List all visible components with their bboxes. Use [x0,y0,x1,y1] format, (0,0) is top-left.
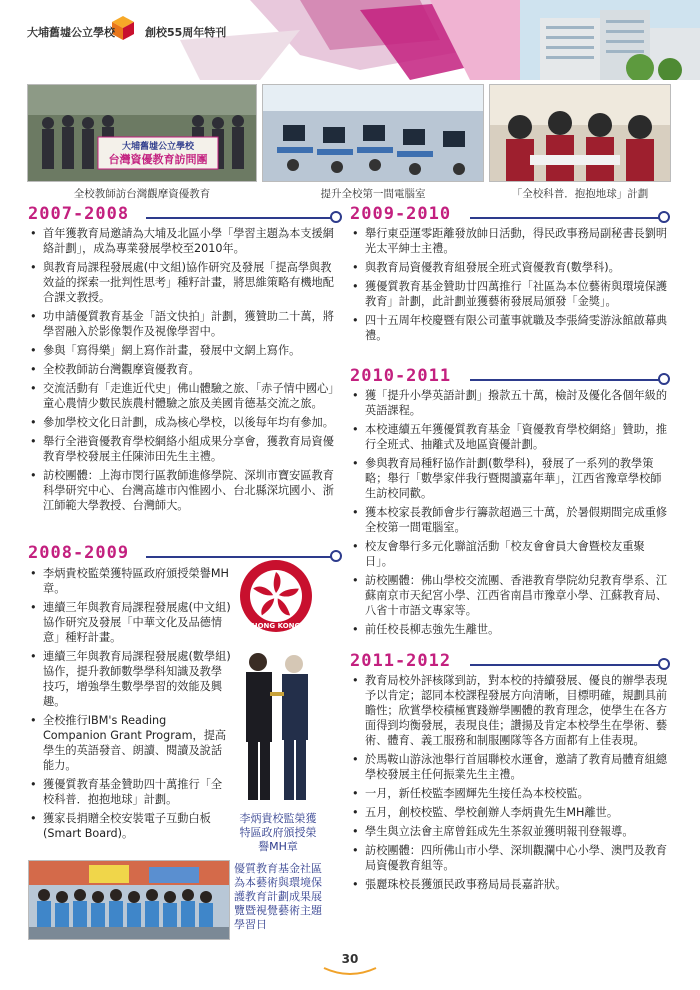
section-rule-end-dot [330,550,342,562]
list-item: • 李炳貴校監榮獲特區政府頒授榮譽MH章。 [28,566,232,596]
list-item: • 連續三年與教育局課程發展處(數學組)協作，提升教師數學學科知識及教學技巧，增強學生數學學習的效能及興趣。 [28,649,232,709]
section-rule [470,217,660,219]
list-item: • 教育局校外評核隊到訪，對本校的持續發展、優良的辦學表現予以肯定；認同本校課程發展方向清晰，目標明確，規劃具前瞻性；欣賞學校積極實踐辦學團體的教育理念，使學生在各方面得到均衡發展，表現良佳；讚揚及肯定本校學生在學術、藝術、體育、義工服務和制服團隊等各方面都有上佳表現。 [350,673,672,748]
photo-computer-room [262,84,484,182]
list-2007-2008 [28,226,334,517]
photo-caption-taiwan: 全校教師訪台灣觀摩資優教育 [73,188,211,200]
list-item: • 學生與立法會主席曾鈺成先生茶叙並獲明報刊登報導。 [350,824,672,839]
section-rule [146,217,332,219]
list-item: • 獲「提升小學英語計劃」撥款五十萬，檢討及優化各個年級的英語課程。 [350,388,672,418]
section-rule-end-dot [330,211,342,223]
section-header-2009-2010 [350,204,672,224]
list-item: • 獲優質教育基金贊助四十萬推行「全校科普．抱抱地球」計劃。 [28,777,232,807]
photo-caption-science: 「全校科普．抱抱地球」計劃 [511,188,649,200]
list-item: • 功申請優質教育基金「語文快拍」計劃，獲贊助二十萬，將學習融入於影像製作及視像學習中。 [28,309,334,339]
list-item: • 於馬鞍山游泳池舉行首屆聯校水運會，邀請了教育局體育組總學校發展主任何振業先生主禮。 [350,752,672,782]
section-header-2007-2008 [28,204,346,224]
list-item: • 前任校長柳志強先生離世。 [350,622,672,637]
section-header-2011-2012 [350,651,672,671]
list-item: • 與教育局課程發展處(中文組)協作研究及發展「提高學與教效益的探索一批判性思考」種籽計畫，將思維策略有機地配合課文教授。 [28,260,334,305]
list-2010-2011 [350,388,672,641]
list-item: • 訪校團體：上海市閔行區教師進修學院、深圳市寶安區教育科學研究中心、台灣高雄市內惟國小、台北縣深坑國小、浙江師範大學教授、台灣師大。 [28,468,334,513]
photo-taiwan-visit [27,84,257,182]
list-item: • 全校教師訪台灣觀摩資優教育。 [28,362,334,377]
section-title: 2011-2012 [350,651,452,671]
list-item: • 舉行東亞運零距離發放帥日活動，得民政事務局副秘書長劉明光太平紳士主禮。 [350,226,672,256]
section-rule [470,664,660,666]
list-item: • 獲優質教育基金贊助廿四萬推行「社區為本位藝術與環境保護教育」計劃，此計劃並獲藝術發展局頒發「金獎」。 [350,279,672,309]
list-item: • 一月，新任校監李國輝先生接任為本校校監。 [350,786,672,801]
photo-students-art-day [28,860,230,940]
section-title: 2009-2010 [350,204,452,224]
science-program-image [490,85,671,182]
header-banner-graphic [0,0,700,80]
section-title: 2008-2009 [28,543,130,563]
page-header [0,0,700,80]
list-item: • 全校推行IBM's Reading Companion Grant Program，提高學生的英語發音、朗讀、閱讀及說話能力。 [28,713,232,773]
list-item: • 五月，創校校監、學校創辦人李炳貴先生MH離世。 [350,805,672,820]
list-item: • 參加學校文化日計劃，成為核心學校，以後每年均有參加。 [28,415,334,430]
anniversary-title: 創校55周年特刊 [145,26,227,39]
section-rule-end-dot [658,658,670,670]
mh-award-caption: 李炳貴校監榮獲特區政府頒授榮譽MH章 [239,812,317,853]
list-2008-2009 [28,566,232,845]
list-2009-2010 [350,226,672,347]
list-item: • 首年獲教育局邀請為大埔及北區小學「學習主題為本支援網絡計劃」，成為專業發展學校至2010年。 [28,226,334,256]
group-photo-image [28,85,257,182]
list-item: • 張麗珠校長獲頒民政事務局局長嘉許狀。 [350,877,672,892]
section-title: 2010-2011 [350,366,452,386]
section-rule-end-dot [658,211,670,223]
section-title: 2007-2008 [28,204,130,224]
list-item: • 與教育局資優教育組發展全班式資優教育(數學科)。 [350,260,672,275]
list-item: • 獲本校家長教師會步行籌款超過三十萬，於暑假期間完成重修全校第一間電腦室。 [350,505,672,535]
list-item: • 四十五周年校慶暨有限公司董事就職及李張綺雯游泳館啟幕典禮。 [350,313,672,343]
section-rule [470,379,660,381]
list-item: • 訪校團體：四所佛山市小學、深圳觀瀾中心小學、澳門及教育局資優教育組等。 [350,843,672,873]
list-item: • 舉行全港資優教育學校網絡小組成果分享會，獲教育局資優教育學校發展主任陳沛田先生主禮。 [28,434,334,464]
list-item: • 訪校團體：佛山學校交流團、香港教育學院幼兒教育學系、江蘇南京市天紀宮小學、江西省南昌市豫章小學、江蘇教育局、八省十市語文專家等。 [350,573,672,618]
section-rule-end-dot [658,373,670,385]
mh-award-image [236,640,320,808]
computer-room-image [263,85,484,182]
list-2011-2012 [350,673,672,896]
page-number-ornament-icon [322,966,378,976]
art-day-caption: 優質教育基金社區為本藝術與環境保護教育計劃成果展覽暨視覺藝術主題學習日 [234,862,322,931]
visit-banner-line1: 大埔舊墟公立學校 [121,142,194,152]
list-item: • 連續三年與教育局課程發展處(中文組)協作研究及發展「中華文化及品德情意」種籽計畫。 [28,600,232,645]
list-item: • 校友會舉行多元化聯誼活動「校友會會員大會暨校友重聚日」。 [350,539,672,569]
photo-science-program [489,84,671,182]
list-item: • 獲家長捐贈全校安裝電子互動白板(Smart Board)。 [28,811,232,841]
school-name: 大埔舊墟公立學校 [27,26,115,39]
photo-caption-computer-room: 提升全校第一間電腦室 [320,188,426,200]
section-header-2010-2011 [350,366,672,386]
list-item: • 參與教育局種籽協作計劃(數學科)，發展了一系列的教學策略；舉行「數學家伴我行暨閱讀嘉年華」，江西省豫章學校師生訪校同歡。 [350,456,672,501]
photo-mh-award [236,640,320,808]
emblem-text: HONG KONG [251,622,301,630]
students-art-day-image [29,861,230,940]
list-item: • 參與「寫得樂」網上寫作計畫，發展中文網上寫作。 [28,343,334,358]
list-item: • 本校連續五年獲優質教育基金「資優教育學校網絡」贊助，推行全班式、抽離式及地區資優計劃。 [350,422,672,452]
page-number: 30 [341,952,359,966]
visit-banner-line2: 台灣資優教育訪問團 [108,153,208,166]
list-item: • 交流活動有「走進近代史」佛山體驗之旅、「赤子情中國心」童心農情少數民族農村體驗之旅及美國肯德基交流之旅。 [28,381,334,411]
